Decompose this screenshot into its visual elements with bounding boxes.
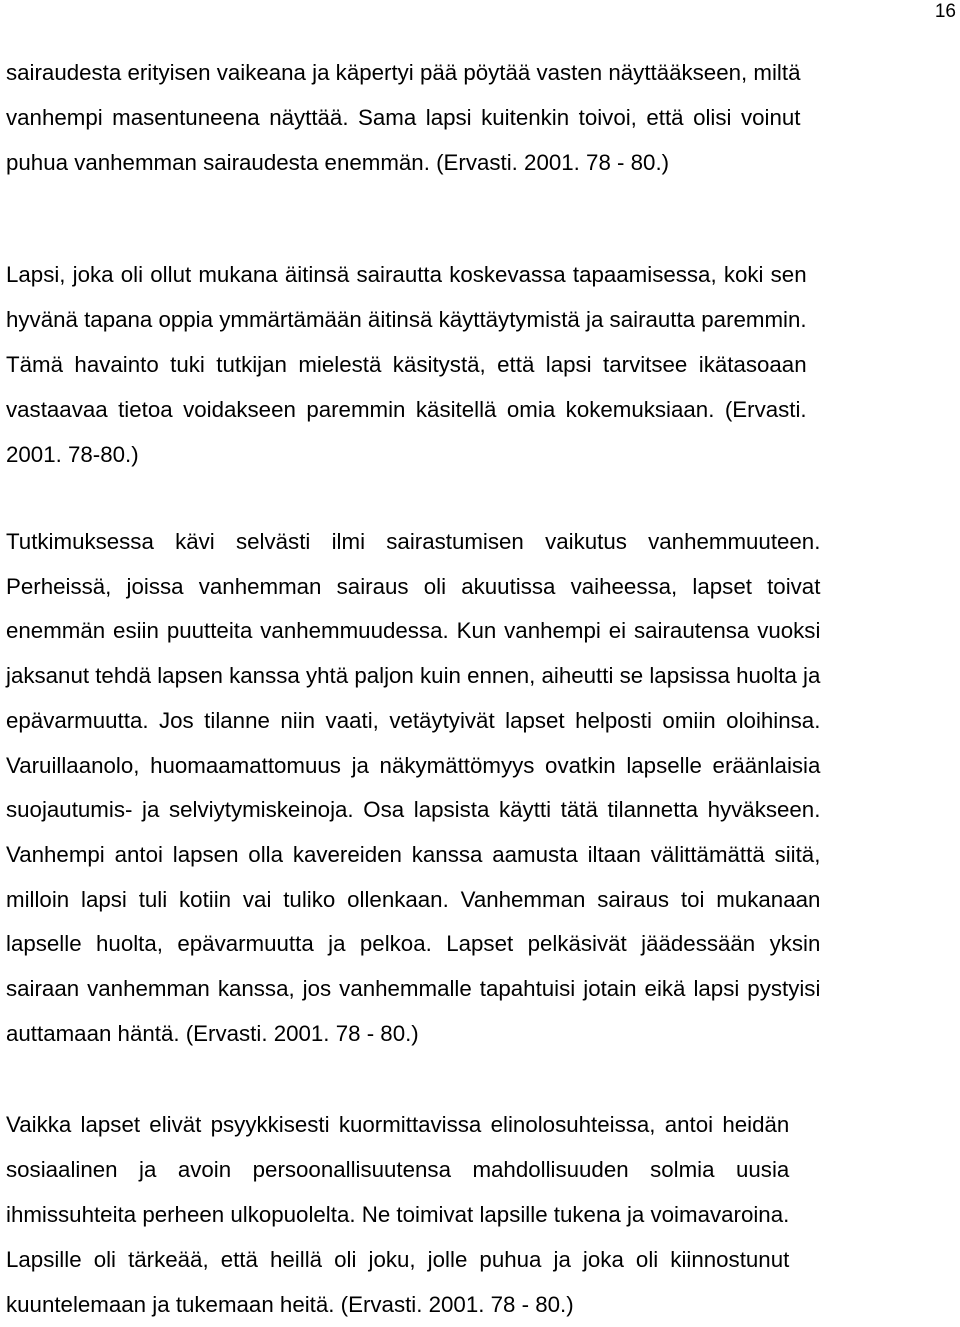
text-line: lapselle huolta, epävarmuutta ja pelkoa. Lapset pelkäsivät jäädessään yksin — [6, 931, 821, 957]
paragraph-4 — [6, 1102, 789, 1327]
text-line: Perheissä, joissa vanhemman sairaus oli akuutissa vaiheessa, lapset toivat — [6, 573, 821, 599]
text-line: Lapsille oli tärkeää, että heillä oli joku, jolle puhua ja joka oli kiinnostunut — [6, 1247, 790, 1272]
text-line: Varuillaanolo, huomaamattomuus ja näkymättömyys ovatkin lapselle eräänlaisia — [6, 752, 821, 778]
text-line: kuuntelemaan ja tukemaan heitä. (Ervasti. 2001. 78 - 80.) — [6, 1292, 574, 1317]
text-line: 2001. 78-80.) — [6, 442, 139, 467]
text-line: jaksanut tehdä lapsen kanssa yhtä paljon kuin ennen, aiheutti se lapsissa huolta ja — [6, 663, 821, 689]
paragraph-2 — [6, 252, 807, 477]
text-line: epävarmuutta. Jos tilanne niin vaati, vetäytyivät lapset helposti omiin oloihinsa. — [6, 707, 821, 733]
text-line: vanhempi masentuneena näyttää. Sama lapsi kuitenkin toivoi, että olisi voinut — [6, 105, 801, 130]
text-line: hyvänä tapana oppia ymmärtämään äitinsä käyttäytymistä ja sairautta paremmin. — [6, 307, 807, 332]
text-line: ihmissuhteita perheen ulkopuolelta. Ne toimivat lapsille tukena ja voimavaroina. — [6, 1202, 790, 1227]
text-line: auttamaan häntä. (Ervasti. 2001. 78 - 80.) — [6, 1020, 419, 1046]
text-line: suojautumis- ja selviytymiskeinoja. Osa lapsista käytti tätä tilannetta hyväkseen. — [6, 797, 821, 823]
text-line: sosiaalinen ja avoin persoonallisuutensa mahdollisuuden solmia uusia — [6, 1157, 790, 1182]
text-line: enemmän esiin puutteita vanhemmuudessa. Kun vanhempi ei sairautensa vuoksi — [6, 618, 821, 644]
text-line: Vaikka lapset elivät psyykkisesti kuormittavissa elinolosuhteissa, antoi heidän — [6, 1112, 790, 1137]
paragraph-3 — [6, 520, 820, 1056]
text-line: Tutkimuksessa kävi selvästi ilmi sairastumisen vaikutus vanhemmuuteen. — [6, 529, 821, 554]
page-number: 16 — [934, 1, 956, 22]
text-line: sairaan vanhemman kanssa, jos vanhemmalle tapahtuisi jotain eikä lapsi pystyisi — [6, 976, 821, 1002]
text-line: vastaavaa tietoa voidakseen paremmin käsitellä omia kokemuksiaan. (Ervasti. — [6, 397, 807, 422]
text-line: Tämä havainto tuki tutkijan mielestä käsitystä, että lapsi tarvitsee ikätasoaan — [6, 352, 807, 377]
paragraph-1 — [6, 50, 800, 185]
text-line: sairaudesta erityisen vaikeana ja käpertyi pää pöytää vasten näyttääkseen, miltä — [6, 60, 801, 85]
text-line: milloin lapsi tuli kotiin vai tuliko ollenkaan. Vanhemman sairaus toi mukanaan — [6, 886, 821, 912]
text-line: Vanhempi antoi lapsen olla kavereiden kanssa aamusta iltaan välittämättä siitä, — [6, 841, 821, 867]
text-line: puhua vanhemman sairaudesta enemmän. (Ervasti. 2001. 78 - 80.) — [6, 150, 670, 175]
text-line: Lapsi, joka oli ollut mukana äitinsä sairautta koskevassa tapaamisessa, koki sen — [6, 262, 807, 287]
